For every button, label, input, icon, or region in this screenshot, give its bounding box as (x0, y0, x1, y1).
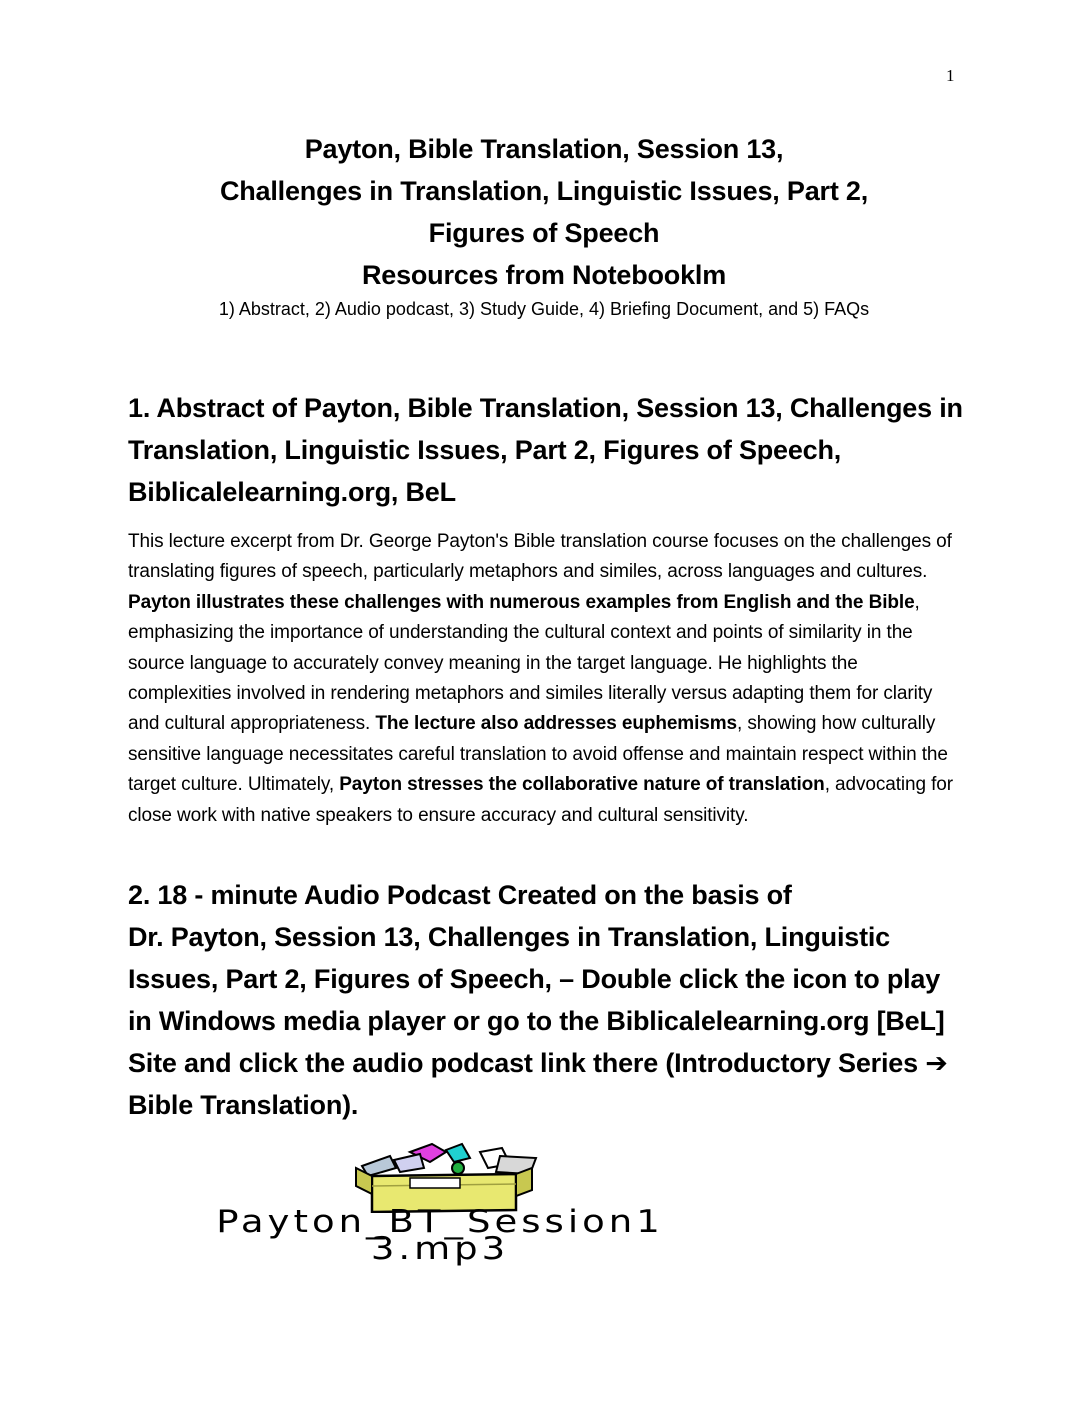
title-line-3: Figures of Speech (428, 218, 660, 248)
podcast-heading-line-1: 2. 18 - minute Audio Podcast Created on the basis of (128, 880, 792, 910)
abstract-text-1: This lecture excerpt from Dr. George Payton's Bible translation course focuses on the challenges of translating figures of speech, particularly metaphors and similes, across languages and cultures. (128, 531, 952, 583)
abstract-heading: 1. Abstract of Payton, Bible Translation, Session 13, Challenges in Translation, Linguistic Issues, Part 2, Figures of Speech, Biblicalelearning.org, BeL (128, 393, 963, 507)
podcast-heading-rest (128, 916, 963, 1126)
resources-list: 1) Abstract, 2) Audio podcast, 3) Study Guide, 4) Briefing Document, and 5) FAQs (218, 299, 870, 319)
abstract-text-3: , showing how culturally sensitive language necessitates careful translation to avoid offense and maintain respect within the target culture. Ultimately, (128, 713, 948, 796)
podcast-heading (128, 874, 963, 1126)
title-line-1: Payton, Bible Translation, Session 13, (304, 134, 784, 164)
audio-file-label-line-2: 3.mp3 (370, 1230, 510, 1267)
document-title (0, 128, 1088, 322)
abstract-text-2: , emphasizing the importance of understanding the cultural context and points of similarity in the source language to accurately convey meaning in the target language. He highlights the complexities involved in rendering metaphors and similes literally versus adapting them for clarity and cultural appropriateness. (128, 591, 933, 735)
abstract-text-4: , advocating for close work with native speakers to ensure accuracy and cultural sensitivity. (128, 774, 953, 826)
title-line-4: Resources from Notebooklm (361, 260, 727, 290)
title-line-2: Challenges in Translation, Linguistic Issues, Part 2, (219, 176, 869, 206)
package-icon[interactable] (350, 1138, 540, 1213)
audio-file-label-line-1: Payton_BT_Session1 (216, 1202, 664, 1240)
podcast-heading-text-b: Bible Translation). (128, 1090, 359, 1120)
abstract-bold-2: The lecture also addresses euphemisms (375, 713, 738, 735)
abstract-bold-1: Payton illustrates these challenges with numerous examples from English and the Bible (128, 591, 915, 613)
page-number: 1 (946, 66, 955, 85)
arrow-icon: ➔ (925, 1048, 948, 1078)
audio-file-label[interactable] (128, 1202, 752, 1267)
abstract-bold-3: Payton stresses the collaborative nature of translation (339, 774, 825, 796)
abstract-paragraph (128, 527, 963, 831)
podcast-heading-text-a: Dr. Payton, Session 13, Challenges in Translation, Linguistic Issues, Part 2, Figures of Speech, – Double click the icon to play in Windows media player or go to the Biblicalelearning.org [BeL] Site and click the audio podcast link there (Introductory Series (128, 922, 945, 1078)
